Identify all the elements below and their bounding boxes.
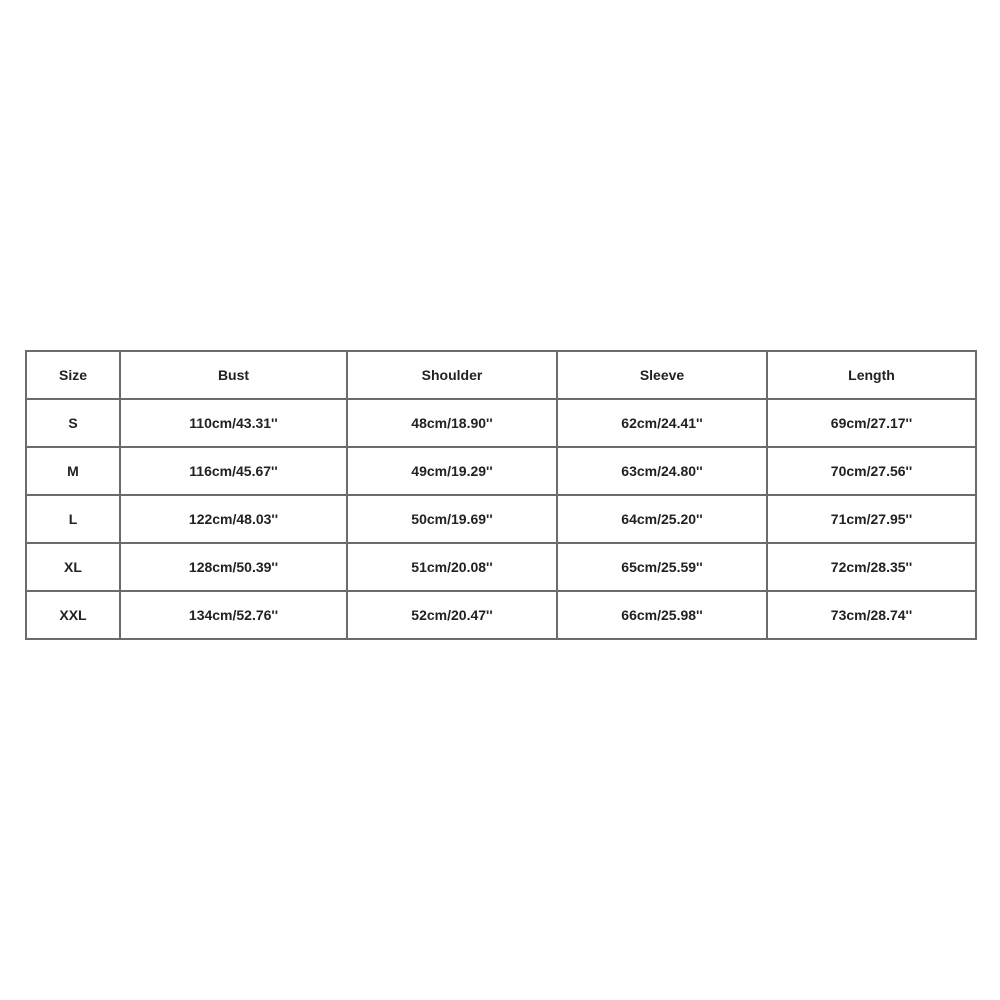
table-row [26, 447, 976, 495]
cell-length: 72cm/28.35'' [767, 543, 976, 591]
cell-size: XL [26, 543, 120, 591]
cell-length: 70cm/27.56'' [767, 447, 976, 495]
cell-sleeve: 66cm/25.98'' [557, 591, 767, 639]
cell-length: 69cm/27.17'' [767, 399, 976, 447]
header-shoulder: Shoulder [347, 351, 557, 399]
header-row [26, 351, 976, 399]
cell-bust: 110cm/43.31'' [120, 399, 347, 447]
cell-shoulder: 51cm/20.08'' [347, 543, 557, 591]
cell-shoulder: 52cm/20.47'' [347, 591, 557, 639]
cell-bust: 116cm/45.67'' [120, 447, 347, 495]
table-row [26, 591, 976, 639]
header-length: Length [767, 351, 976, 399]
cell-bust: 128cm/50.39'' [120, 543, 347, 591]
cell-size: XXL [26, 591, 120, 639]
cell-size: L [26, 495, 120, 543]
cell-sleeve: 62cm/24.41'' [557, 399, 767, 447]
cell-size: M [26, 447, 120, 495]
header-size: Size [26, 351, 120, 399]
header-sleeve: Sleeve [557, 351, 767, 399]
cell-length: 71cm/27.95'' [767, 495, 976, 543]
cell-shoulder: 49cm/19.29'' [347, 447, 557, 495]
cell-bust: 122cm/48.03'' [120, 495, 347, 543]
cell-sleeve: 64cm/25.20'' [557, 495, 767, 543]
cell-size: S [26, 399, 120, 447]
cell-shoulder: 50cm/19.69'' [347, 495, 557, 543]
cell-bust: 134cm/52.76'' [120, 591, 347, 639]
cell-shoulder: 48cm/18.90'' [347, 399, 557, 447]
table-row [26, 543, 976, 591]
cell-sleeve: 63cm/24.80'' [557, 447, 767, 495]
header-bust: Bust [120, 351, 347, 399]
cell-length: 73cm/28.74'' [767, 591, 976, 639]
size-chart-table [25, 350, 977, 640]
table-row [26, 495, 976, 543]
cell-sleeve: 65cm/25.59'' [557, 543, 767, 591]
table-row [26, 399, 976, 447]
